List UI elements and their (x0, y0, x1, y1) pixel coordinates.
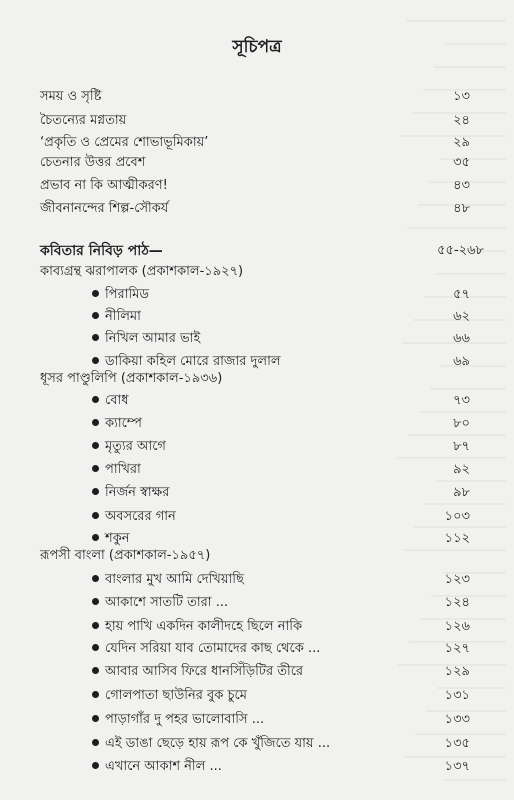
bullet-icon (92, 334, 99, 341)
toc-entry-essay[interactable] (0, 86, 514, 108)
toc-entry-essay-title (40, 198, 168, 220)
toc-entry-poem-page-number: ১২৬ (444, 619, 470, 634)
toc-entry-poem[interactable] (0, 616, 514, 638)
toc-entry-poem-title (92, 413, 142, 435)
toc-entry-poem-text: নীলিমা (105, 309, 141, 324)
toc-entry-poem-page-number: ৯২ (453, 462, 470, 477)
show-through-line (443, 779, 506, 781)
toc-entry-essay-page-number: ২৯ (453, 135, 470, 150)
toc-entry-poem[interactable] (0, 709, 514, 731)
bullet-icon (92, 357, 99, 364)
toc-entry-poem[interactable] (0, 413, 514, 435)
toc-entry-poem-title (92, 328, 200, 350)
toc-entry-poem-page-number: ৬৬ (453, 331, 470, 346)
bullet-icon (92, 575, 99, 582)
toc-entry-poem-text: এখানে আকাশ নীল ... (105, 759, 222, 774)
bullet-icon (92, 534, 99, 541)
toc-entry-poem-page-number: ৬২ (453, 309, 470, 324)
toc-entry-poem-text: নিখিল আমার ভাই (105, 331, 201, 346)
group-heading-text: রূপসী বাংলা (প্রকাশকাল-১৯৫৭) (40, 548, 211, 563)
toc-entry-poem[interactable] (0, 756, 514, 778)
group-heading[interactable] (0, 545, 514, 567)
toc-entry-essay-page-number: ২৪ (453, 113, 470, 128)
toc-entry-poem-title (92, 616, 302, 638)
show-through-line (406, 20, 506, 22)
toc-entry-poem[interactable] (0, 592, 514, 614)
toc-entry-poem-title (92, 661, 303, 683)
toc-entry-poem[interactable] (0, 733, 514, 755)
toc-entry-poem-title (92, 592, 228, 614)
bullet-icon (92, 622, 99, 629)
toc-entry-poem[interactable] (0, 482, 514, 504)
toc-entry-poem-title (92, 709, 264, 731)
toc-entry-poem-text: গোলপাতা ছাউনির বুক চুমে (105, 688, 247, 703)
toc-entry-essay-title (40, 132, 208, 154)
toc-entry-poem-title (92, 569, 244, 591)
toc-entry-essay-text: প্রভাব না কি আত্মীকরণ! (40, 178, 168, 193)
toc-entry-essay-text: চেতনার উত্তর প্রবেশ (40, 155, 146, 170)
toc-entry-poem-text: শকুন (105, 531, 130, 546)
group-heading[interactable] (0, 368, 514, 390)
group-heading[interactable] (0, 261, 514, 283)
toc-entry-poem-title (92, 506, 176, 528)
toc-entry-poem-page-number: ১২৩ (444, 572, 470, 587)
toc-entry-poem[interactable] (0, 306, 514, 328)
toc-entry-poem-text: এই ডাঙা ছেড়ে হায় রূপ কে খুঁজিতে যায় ... (105, 736, 331, 751)
toc-entry-poem-page-number: ১৩১ (444, 688, 470, 703)
toc-entry-poem-text: পিরামিড (105, 287, 149, 302)
bullet-icon (92, 739, 99, 746)
group-heading-title (40, 545, 210, 567)
bullet-icon (92, 715, 99, 722)
toc-entry-poem-title (92, 482, 169, 504)
bullet-icon (92, 667, 99, 674)
toc-entry-poem[interactable] (0, 390, 514, 412)
toc-entry-poem-page-number: ১৩৩ (444, 712, 470, 727)
toc-entry-poem-text: আবার আসিব ফিরে ধানসিঁড়িটির তীরে (105, 664, 304, 679)
bullet-icon (92, 396, 99, 403)
toc-entry-poem[interactable] (0, 661, 514, 683)
toc-entry-poem-page-number: ৮৭ (453, 439, 470, 454)
bullet-icon (92, 598, 99, 605)
toc-entry-poem[interactable] (0, 284, 514, 306)
bullet-icon (92, 312, 99, 319)
bullet-icon (92, 691, 99, 698)
toc-entry-poem-page-number: ৬৯ (453, 354, 470, 369)
toc-entry-poem-text: হায় পাখি একদিন কালীদহে ছিলে নাকি (105, 619, 303, 634)
toc-entry-essay-text: জীবনানন্দের শিল্প-সৌকর্য (40, 201, 169, 216)
group-heading-text: ধূসর পাণ্ডুলিপি (প্রকাশকাল-১৯৩৬) (40, 371, 223, 386)
toc-entry-poem[interactable] (0, 459, 514, 481)
page-title: সূচিপত্র (232, 37, 282, 57)
toc-entry-poem-page-number: ৯৮ (453, 485, 470, 500)
toc-entry-poem-text: পাড়াগাঁর দু পহর ভালোবাসি ... (105, 712, 265, 727)
toc-entry-essay-page-number: ৪৮ (453, 201, 470, 216)
toc-entry-poem-text: ডাকিয়া কহিল মোরে রাজার দুলাল (105, 354, 281, 369)
group-heading-title (40, 261, 243, 283)
toc-entry-poem-page-number: ৫৭ (453, 287, 470, 302)
toc-entry-poem-title (92, 685, 247, 707)
toc-entry-poem-title (92, 638, 320, 660)
toc-entry-poem-page-number: ১২৪ (444, 595, 470, 610)
toc-entry-poem-title (92, 436, 166, 458)
toc-entry-poem-text: আকাশে সাতটি তারা ... (105, 595, 229, 610)
group-heading-text: কাব্যগ্রন্থ ঝরাপালক (প্রকাশকাল-১৯২৭) (40, 264, 244, 279)
toc-entry-poem-page-number: ১৩৭ (444, 759, 470, 774)
toc-entry-poem-text: পাখিরা (105, 462, 141, 477)
toc-entry-poem-title (92, 459, 141, 481)
section-heading[interactable] (0, 240, 514, 262)
section-heading-text: কবিতার নিবিড় পাঠ— (40, 243, 163, 259)
toc-entry-essay-title (40, 110, 126, 132)
toc-entry-poem-title (92, 390, 129, 412)
toc-entry-essay-text: চৈতন্যের মগ্নতায় (40, 113, 127, 128)
toc-entry-poem-page-number: ১২৯ (444, 664, 470, 679)
toc-entry-poem-text: যেদিন সরিয়া যাব তোমাদের কাছ থেকে ... (105, 641, 321, 656)
toc-entry-essay-page-number: ৪৩ (453, 178, 470, 193)
toc-entry-poem-text: বোধ (105, 393, 129, 408)
toc-entry-poem-title (92, 284, 149, 306)
toc-entry-poem-text: মৃত্যুর আগে (105, 439, 166, 454)
toc-entry-essay-title (40, 152, 145, 174)
toc-entry-poem-page-number: ১০৩ (444, 509, 470, 524)
toc-entry-poem[interactable] (0, 638, 514, 660)
toc-entry-essay[interactable] (0, 198, 514, 220)
toc-entry-essay[interactable] (0, 132, 514, 154)
toc-entry-poem-title (92, 306, 141, 328)
toc-entry-essay-text: সময় ও সৃষ্টি (40, 89, 102, 104)
toc-entry-poem-title (92, 733, 330, 755)
bullet-icon (92, 488, 99, 495)
toc-entry-poem[interactable] (0, 328, 514, 350)
toc-entry-poem-page-number: ১২৭ (444, 641, 470, 656)
toc-entry-poem[interactable] (0, 506, 514, 528)
show-through-line (407, 227, 506, 229)
bullet-icon (92, 512, 99, 519)
show-through-line (434, 66, 506, 68)
toc-entry-poem-text: অবসরের গান (105, 509, 176, 524)
toc-entry-poem[interactable] (0, 436, 514, 458)
toc-entry-essay-text: ‘প্রকৃতি ও প্রেমের শোভাভূমিকায়’ (40, 135, 209, 150)
bullet-icon (92, 442, 99, 449)
toc-entry-essay-title (40, 86, 101, 108)
bullet-icon (92, 465, 99, 472)
toc-entry-essay-title (40, 175, 168, 197)
toc-entry-poem-title (92, 756, 222, 778)
toc-entry-poem-text: নির্জন স্বাক্ষর (105, 485, 170, 500)
toc-entry-poem[interactable] (0, 685, 514, 707)
toc-entry-essay-page-number: ১৩ (453, 89, 470, 104)
bullet-icon (92, 644, 99, 651)
bullet-icon (92, 419, 99, 426)
toc-entry-poem-page-number: ১১২ (444, 531, 470, 546)
toc-entry-poem-page-number: ১৩৫ (444, 736, 470, 751)
toc-entry-poem-text: বাংলার মুখ আমি দেখিয়াছি (105, 572, 244, 587)
toc-entry-essay[interactable] (0, 110, 514, 132)
section-page-range: ৫৫-২৬৮ (437, 243, 484, 258)
bullet-icon (92, 762, 99, 769)
toc-entry-poem-page-number: ৮০ (453, 416, 470, 431)
toc-entry-essay-page-number: ৩৫ (453, 155, 470, 170)
toc-entry-poem[interactable] (0, 569, 514, 591)
toc-entry-essay[interactable] (0, 152, 514, 174)
toc-entry-poem-text: ক্যাম্পে (105, 416, 142, 431)
toc-entry-essay[interactable] (0, 175, 514, 197)
toc-entry-poem-page-number: ৭৩ (453, 393, 470, 408)
bullet-icon (92, 290, 99, 297)
group-heading-title (40, 368, 222, 390)
